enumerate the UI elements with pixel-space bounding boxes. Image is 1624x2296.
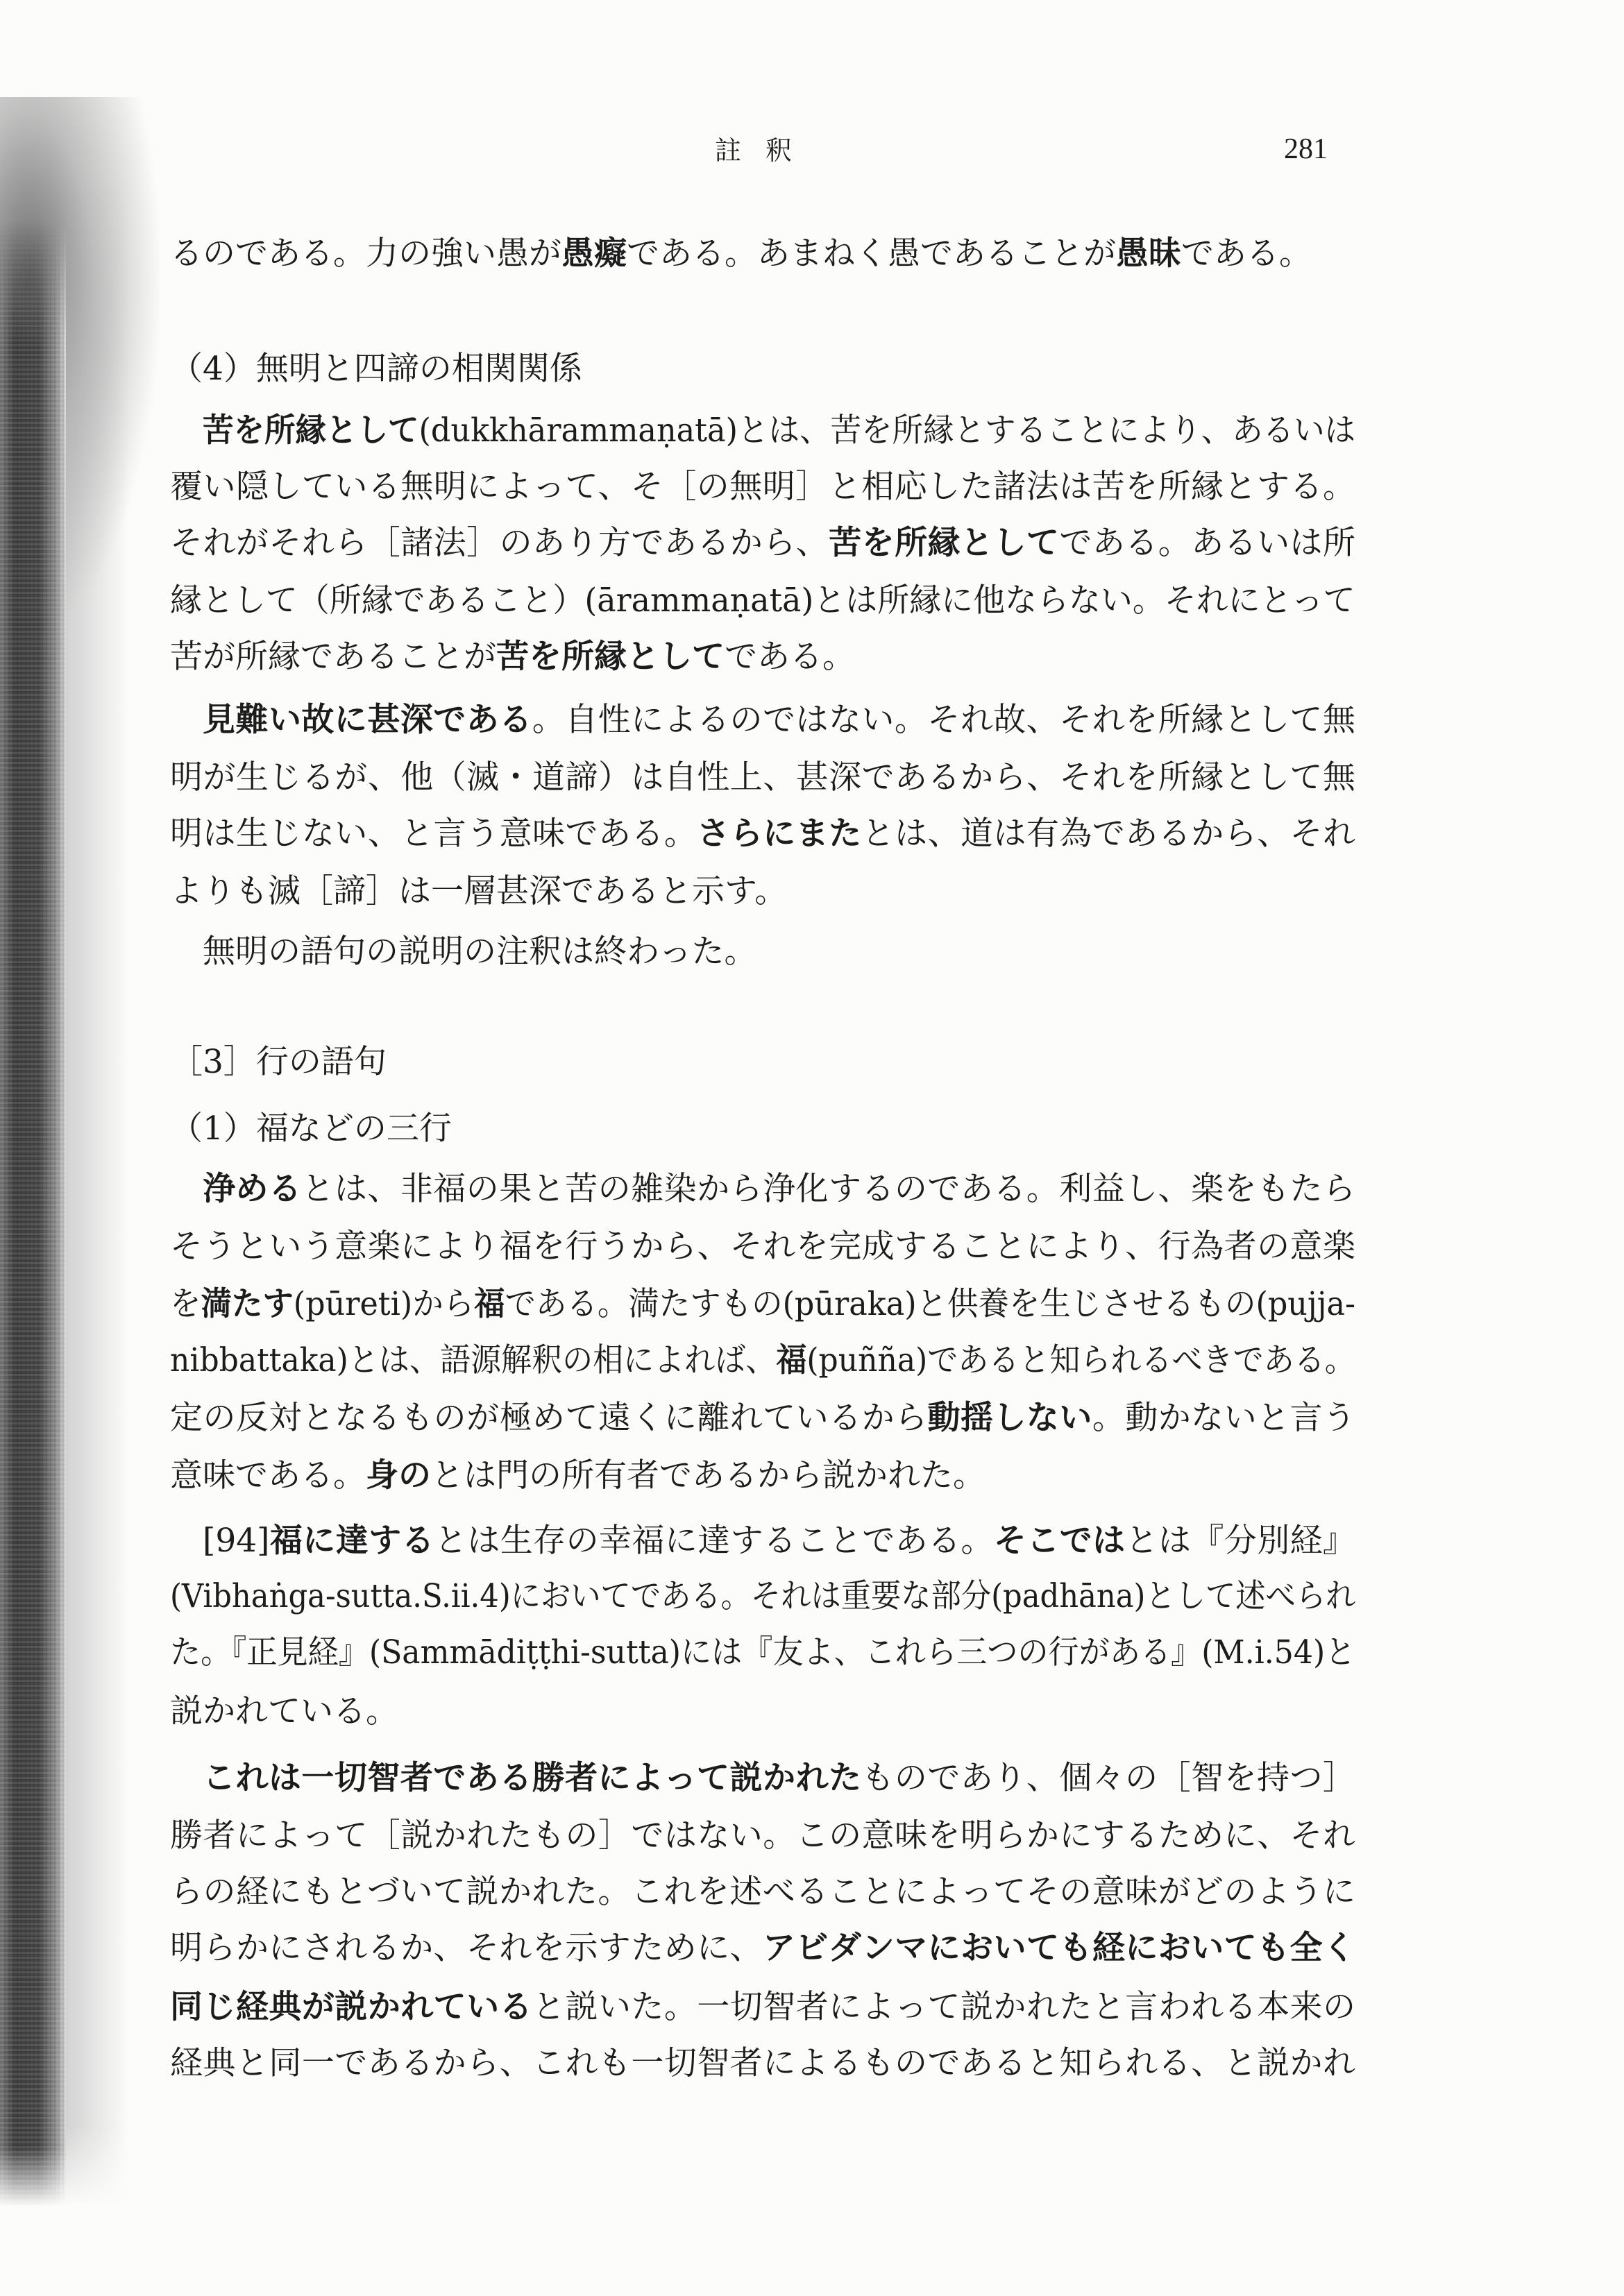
text-run: 。動かないと言う [1092, 1399, 1356, 1437]
text-run: 明が生じるが、他（滅・道諦）は自性上、甚深であるから、それを所縁として無 [170, 758, 1355, 797]
text-run: 意味である。 [170, 1456, 366, 1495]
text-run: である。 [725, 638, 855, 676]
text-run: 明は生じない、と言う意味である。 [170, 815, 697, 853]
bold-term: 福に達する [269, 1522, 434, 1560]
text-run: 。自性によるのではない。それ故、それを所縁として無 [532, 701, 1356, 739]
text-run: た。『正見経』(Sammādiṭṭhi-sutta)には『友よ、これら三つの行がある』(M.i.54)と [170, 1633, 1356, 1672]
bold-term: 苦を所縁として [829, 524, 1060, 562]
text-run: とは『分別経』 [1125, 1522, 1356, 1560]
text-line [170, 636, 1355, 678]
text-run: とは生存の幸福に達することである。 [434, 1522, 994, 1560]
text-run: (puñña)であると知られるべきである。 [806, 1341, 1355, 1379]
text-run: である。あるいは所 [1059, 524, 1356, 562]
text-run: (pūreti)から [293, 1285, 475, 1323]
text-run: ものであり、個々の［智を持つ］ [861, 1759, 1356, 1797]
text-run: 縁として（所縁であること）(ārammaṇatā)とは所縁に他ならない。それにとって [170, 581, 1355, 620]
text-run: 説かれている。 [170, 1692, 398, 1730]
text-line [170, 1871, 1355, 1913]
gutter-shadow [0, 222, 66, 2206]
text-line [170, 1576, 1356, 1617]
text-line [170, 522, 1355, 564]
bold-term: そこでは [993, 1522, 1126, 1560]
text-run: 無明の語句の説明の注釈は終わった。 [203, 933, 757, 971]
text-run: それがそれら［諸法］のあり方であるから、 [170, 524, 829, 562]
text-run: と説いた。一切智者によって説かれたと言われる本来の [532, 1988, 1356, 2026]
bold-term: 福 [474, 1285, 505, 1323]
text-line [170, 1815, 1355, 1857]
text-run: である。あまねく愚であることが [627, 235, 1116, 273]
bold-term: 愚昧 [1116, 235, 1181, 273]
text-line [203, 1758, 1355, 1799]
subsection-heading: （1）福などの三行 [170, 1109, 452, 1148]
text-line [203, 699, 1355, 741]
bold-term: 動揺しない [927, 1399, 1092, 1437]
page-number: 281 [1284, 133, 1328, 165]
text-line [170, 1691, 1355, 1733]
bold-term: 福 [776, 1341, 807, 1379]
text-run: 勝者によって［説かれたもの］ではない。この意味を明らかにするために、それ [170, 1817, 1355, 1855]
text-line [203, 1520, 1355, 1562]
running-title: 註 釈 [715, 135, 800, 166]
text-run: を [170, 1285, 201, 1323]
bold-term: さらにまた [697, 815, 862, 853]
section-heading: （4）無明と四諦の相関関係 [170, 350, 582, 388]
text-run: らの経にもとづいて説かれた。これを述べることによってその意味がどのように [170, 1873, 1355, 1911]
bold-term: 満たす [201, 1285, 294, 1323]
text-line [170, 813, 1355, 855]
text-line [170, 871, 1355, 912]
bold-term: 身の [366, 1456, 431, 1495]
text-line [170, 1284, 1355, 1325]
text-line [170, 1987, 1355, 2028]
text-run: 苦が所縁であることが [170, 638, 496, 676]
text-run: [94] [203, 1522, 270, 1560]
bold-term: 浄める [203, 1170, 302, 1208]
text-line [170, 757, 1355, 799]
bold-term: 苦を所縁として [203, 411, 419, 450]
text-run: 覆い隠している無明によって、そ［の無明］と相応した諸法は苦を所縁とする。 [170, 468, 1355, 506]
text-line [170, 1340, 1355, 1381]
bold-term: 見難い故に甚深である [203, 701, 532, 739]
text-line [170, 1397, 1355, 1439]
text-line [170, 233, 1355, 275]
text-line [170, 2043, 1355, 2084]
text-run: よりも滅［諦］は一層甚深であると示す。 [170, 872, 788, 910]
text-line [203, 410, 1356, 452]
text-run: である。満たすもの(pūraka)と供養を生じさせるもの(pujja- [505, 1285, 1355, 1323]
text-run: 明らかにされるか、それを示すために、 [170, 1929, 763, 1967]
text-line [170, 1632, 1356, 1674]
text-line [170, 466, 1355, 508]
bold-term: アビダンマにおいても経においても全く [762, 1929, 1355, 1967]
text-run: とは、道は有為であるから、それ [861, 815, 1356, 853]
text-run: である。 [1181, 235, 1312, 273]
text-line [203, 1168, 1355, 1210]
text-line [170, 580, 1355, 622]
bold-term: 愚癡 [561, 235, 627, 273]
text-run: nibbattaka)とは、語源解釈の相によれば、 [170, 1341, 777, 1379]
text-run: 定の反対となるものが極めて遠くに離れているから [170, 1399, 928, 1437]
gutter-shadow-falloff [66, 180, 128, 2206]
bold-term: 同じ経典が説かれている [170, 1988, 533, 2026]
text-run: (Vibhaṅga-sutta.S.ii.4)においてである。それは重要な部分(padhāna)として述べられ [170, 1577, 1356, 1615]
text-run: とは、非福の果と苦の雑染から浄化するのである。利益し、楽をもたら [301, 1170, 1356, 1208]
bold-term: これは一切智者である勝者によって説かれた [203, 1759, 862, 1797]
text-line [170, 1455, 1355, 1497]
text-run: (dukkhārammaṇatā)とは、苦を所縁とすることにより、あるいは [418, 411, 1356, 450]
bold-term: 苦を所縁として [496, 638, 725, 676]
text-line [170, 1928, 1355, 1969]
text-run: るのである。力の強い愚が [170, 235, 561, 273]
section-heading: ［3］行の語句 [170, 1043, 387, 1081]
text-run: とは門の所有者であるから説かれた。 [431, 1456, 986, 1495]
text-line [170, 1226, 1355, 1268]
text-line [203, 931, 1355, 973]
text-run: 経典と同一であるから、これも一切智者によるものであると知られる、と説かれ [170, 2044, 1355, 2082]
text-run: そうという意楽により福を行うから、それを完成することにより、行為者の意楽 [170, 1227, 1355, 1266]
